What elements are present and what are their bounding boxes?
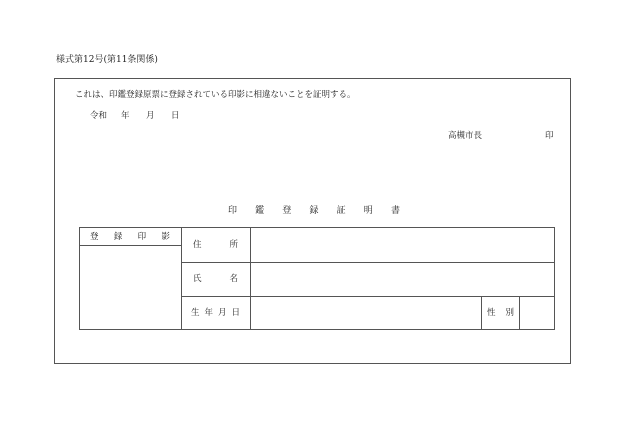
- issuer-seal-mark: 印: [545, 131, 554, 141]
- gender-label-char: 別: [505, 308, 514, 318]
- seal-column-divider: [181, 228, 182, 329]
- gender-label: [487, 307, 514, 319]
- gender-label-divider: [481, 296, 482, 329]
- seal-header-char: 録: [113, 232, 123, 242]
- title-char: 鑑: [255, 206, 265, 216]
- certificate-table: [79, 227, 555, 330]
- seal-header-char: 影: [161, 232, 170, 242]
- gender-label-char: 性: [487, 308, 496, 318]
- address-label-char: 住: [193, 240, 202, 250]
- address-value: [251, 228, 555, 262]
- birthdate-label-char: 月: [217, 308, 227, 318]
- address-label-char: 所: [229, 240, 238, 250]
- title-char: 証: [336, 206, 346, 216]
- title-char: 印: [228, 206, 238, 216]
- seal-header-char: 登: [90, 232, 99, 242]
- issuer-title: 高槻市長: [448, 131, 483, 141]
- name-label: [193, 273, 238, 285]
- seal-impression-header: [90, 231, 170, 243]
- name-label-char: 氏: [193, 274, 202, 284]
- birthdate-label-char: 年: [204, 308, 213, 318]
- name-value: [251, 263, 555, 296]
- date-month: 月: [146, 111, 155, 121]
- birthdate-label-char: 生: [191, 308, 200, 318]
- birthdate-value: [251, 297, 481, 329]
- certification-statement: これは、印鑑登録原票に登録されている印影に相違ないことを証明する。: [75, 90, 356, 100]
- title-char: 登: [282, 206, 292, 216]
- gender-value: [520, 297, 555, 329]
- name-label-char: 名: [229, 274, 238, 284]
- date-day: 日: [171, 111, 180, 121]
- seal-impression-area: [80, 246, 181, 329]
- title-char: 録: [309, 206, 319, 216]
- title-char: 明: [363, 206, 373, 216]
- birthdate-label-char: 日: [231, 308, 240, 318]
- form-number-label: 様式第12号(第11条関係): [56, 55, 158, 65]
- birthdate-label: [191, 307, 240, 319]
- date-year: 年: [121, 111, 130, 121]
- document-title: [228, 205, 400, 217]
- address-label: [193, 239, 238, 251]
- date-era: 令和: [90, 111, 108, 121]
- title-char: 書: [390, 206, 400, 216]
- seal-header-char: 印: [137, 232, 147, 242]
